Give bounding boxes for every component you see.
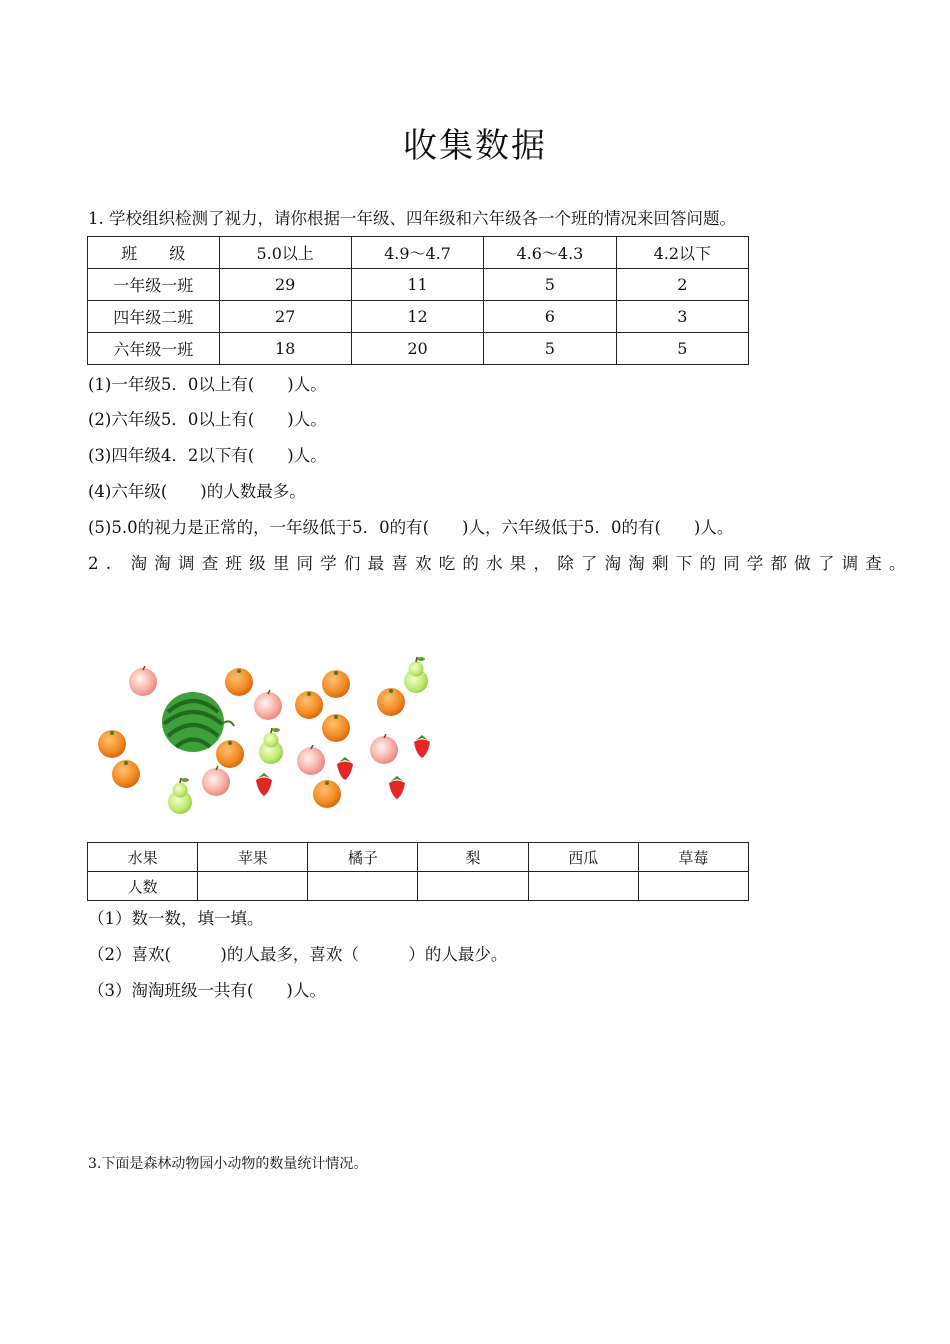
orange-icon xyxy=(98,730,126,758)
strawberry-icon xyxy=(256,773,272,796)
pear-icon xyxy=(404,657,428,693)
table-cell: 11 xyxy=(351,269,483,301)
answer-cell[interactable] xyxy=(418,872,528,901)
q1-prompt: 1. 学校组织检测了视力，请你根据一年级、四年级和六年级各一个班的情况来回答问题。 xyxy=(88,209,736,228)
orange-icon xyxy=(377,688,405,716)
class-name: 六年级一班 xyxy=(88,333,220,365)
class-name: 一年级一班 xyxy=(88,269,220,301)
table-header-row xyxy=(88,843,749,872)
table-row xyxy=(88,333,749,365)
class-name: 四年级二班 xyxy=(88,301,220,333)
table-header: 4.2以下 xyxy=(616,237,748,269)
q3-prompt: 3.下面是森林动物园小动物的数量统计情况。 xyxy=(88,1156,368,1172)
fruit-table xyxy=(87,842,749,901)
fruit-picture xyxy=(90,652,440,817)
pear-icon xyxy=(259,728,283,764)
table-header: 梨 xyxy=(418,843,528,872)
orange-icon xyxy=(225,668,253,696)
q1-sub-4: (4)六年级( )的人数最多。 xyxy=(88,482,306,501)
q1-sub-1: (1)一年级5．0以上有( )人。 xyxy=(88,375,327,394)
row-label: 人数 xyxy=(88,872,198,901)
table-cell: 27 xyxy=(219,301,351,333)
table-cell: 20 xyxy=(351,333,483,365)
answer-cell[interactable] xyxy=(308,872,418,901)
table-header: 5.0以上 xyxy=(219,237,351,269)
table-header: 橘子 xyxy=(308,843,418,872)
table-cell: 5 xyxy=(616,333,748,365)
orange-icon xyxy=(313,780,341,808)
q2-sub-1: （1）数一数，填一填。 xyxy=(88,909,264,928)
apple-icon xyxy=(297,745,325,775)
apple-icon xyxy=(202,766,230,796)
q2-sub-2: （2）喜欢( )的人最多，喜欢（ ）的人最少。 xyxy=(88,945,508,964)
table-cell: 2 xyxy=(616,269,748,301)
strawberry-icon xyxy=(337,757,353,780)
q1-sub-5: (5)5.0的视力是正常的，一年级低于5．0的有( )人，六年级低于5．0的有( )人。 xyxy=(88,518,734,537)
table-cell: 5 xyxy=(484,333,616,365)
strawberry-icon xyxy=(414,735,430,758)
table-row xyxy=(88,301,749,333)
table-cell: 29 xyxy=(219,269,351,301)
table-row xyxy=(88,872,749,901)
table-header-row xyxy=(88,237,749,269)
page-title: 收集数据 xyxy=(403,126,547,166)
apple-icon xyxy=(370,734,398,764)
table-header: 4.9～4.7 xyxy=(351,237,483,269)
table-header: 水果 xyxy=(88,843,198,872)
q1-sub-2: (2)六年级5．0以上有( )人。 xyxy=(88,410,327,429)
table-cell: 18 xyxy=(219,333,351,365)
table-cell: 6 xyxy=(484,301,616,333)
q1-sub-3: (3)四年级4．2以下有( )人。 xyxy=(88,446,327,465)
answer-cell[interactable] xyxy=(638,872,748,901)
orange-icon xyxy=(112,760,140,788)
apple-icon xyxy=(129,666,157,696)
answer-cell[interactable] xyxy=(528,872,638,901)
table-cell: 5 xyxy=(484,269,616,301)
table-header: 苹果 xyxy=(198,843,308,872)
orange-icon xyxy=(322,670,350,698)
pear-icon xyxy=(168,778,192,814)
table-row xyxy=(88,269,749,301)
apple-icon xyxy=(254,690,282,720)
table-header: 草莓 xyxy=(638,843,748,872)
orange-icon xyxy=(295,691,323,719)
q2-sub-3: （3）淘淘班级一共有( )人。 xyxy=(88,981,326,1000)
strawberry-icon xyxy=(389,776,405,799)
orange-icon xyxy=(322,714,350,742)
q2-prompt: 2. 淘淘调查班级里同学们最喜欢吃的水果，除了淘淘剩下的同学都做了调查。 xyxy=(88,554,913,573)
vision-table xyxy=(87,236,749,365)
table-cell: 12 xyxy=(351,301,483,333)
table-header: 西瓜 xyxy=(528,843,638,872)
table-cell: 3 xyxy=(616,301,748,333)
table-header: 4.6～4.3 xyxy=(484,237,616,269)
orange-icon xyxy=(216,740,244,768)
table-header: 班 级 xyxy=(88,237,220,269)
answer-cell[interactable] xyxy=(198,872,308,901)
